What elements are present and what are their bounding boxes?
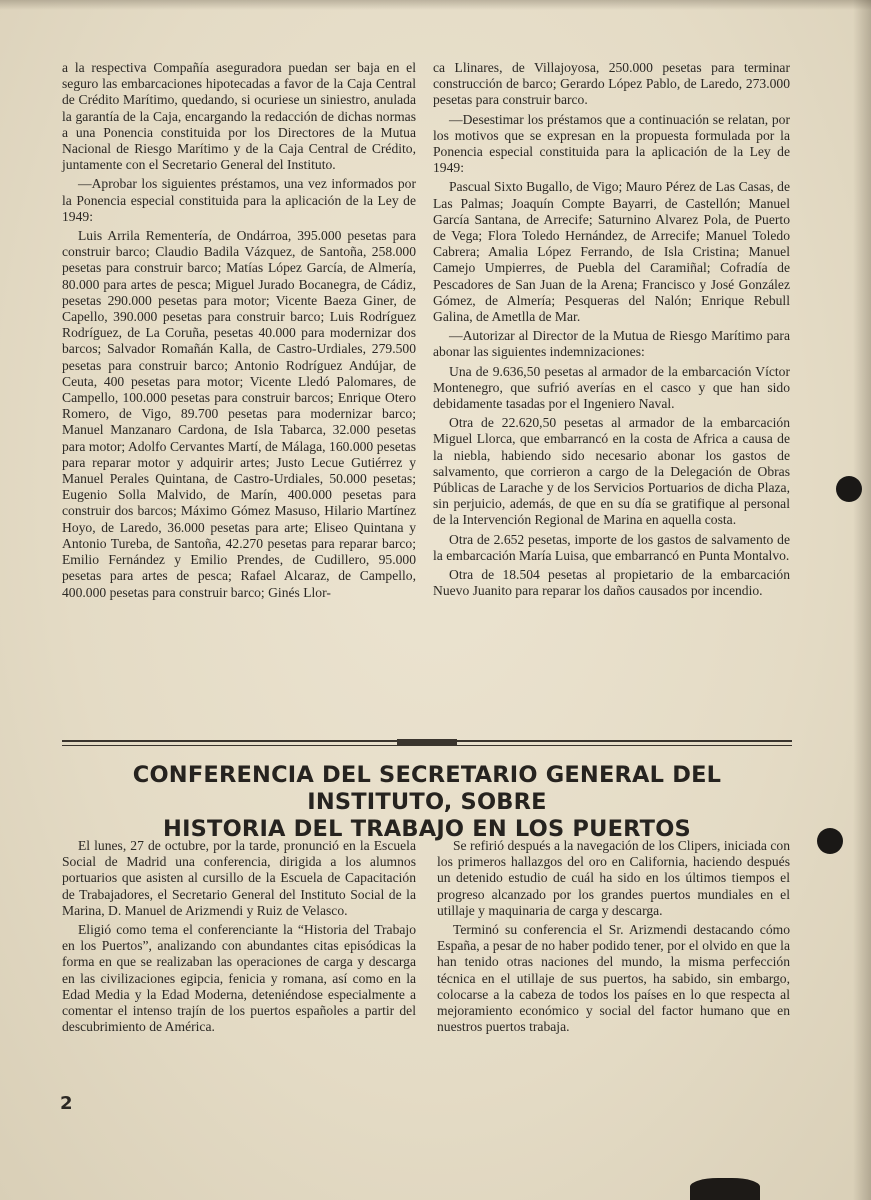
paragraph: El lunes, 27 de octubre, por la tarde, pronunció en la Escuela Social de Madrid una conferencia, dirigida a los alumnos portuarios que asisten al cursillo de la Escuela de Capacitación de Trabajadores, el Secretario General del Instituto Social de la Marina, D. Manuel de Arizmendi y Ruiz de Velasco. bbox=[62, 838, 416, 918]
paragraph: ca Llinares, de Villajoyosa, 250.000 pesetas para terminar construcción de barco; Gerardo López Pablo, de Laredo, 273.000 pesetas para construir barco. bbox=[433, 60, 790, 108]
paragraph: —Aprobar los siguientes préstamos, una vez informados por la Ponencia especial constituida para la aplicación de la Ley de 1949: bbox=[62, 176, 416, 224]
stain-mark bbox=[690, 1178, 760, 1200]
paragraph: —Autorizar al Director de la Mutua de Riesgo Marítimo para abonar las siguientes indemnizaciones: bbox=[433, 328, 790, 360]
paragraph: a la respectiva Compañía aseguradora puedan ser baja en el seguro las embarcaciones hipotecadas a favor de la Caja Central de Crédito Marítimo, quedando, si ocuriese un siniestro, anulada la garantía de la Caja, encargando la redacción de dichas normas a una Ponencia constituida por los Directores de la Mutua Nacional de Riesgo Marítimo y de la Caja Central de Crédito, juntamente con el Secretario General del Instituto. bbox=[62, 60, 416, 173]
paragraph: Se refirió después a la navegación de los Clipers, iniciada con los primeros hallazgos del oro en California, haciendo después un detenido estudio de cuál ha sido en los últimos tiempos el progreso alcanzado por los grandes puertos mundiales en el utillaje y maquinaria de carga y descarga. bbox=[437, 838, 790, 918]
headline-line-2: HISTORIA DEL TRABAJO EN LOS PUERTOS bbox=[163, 816, 691, 842]
bottom-right-column bbox=[437, 838, 790, 1038]
paragraph: Otra de 2.652 pesetas, importe de los gastos de salvamento de la embarcación María Luisa, que embarrancó en Punta Montalvo. bbox=[433, 531, 790, 563]
paragraph: Luis Arrila Rementería, de Ondárroa, 395.000 pesetas para construir barco; Claudio Badila Vázquez, de Santoña, 258.000 pesetas para construir barco; Matías López García, de Almería, 80.000 para artes de pesca; Miguel Jurado Bocanegra, de Cádiz, pesetas 290.000 pesetas para motor; Vicente Baeza Giner, de Capello, 390.000 pesetas para construir barco; Luis Rodríguez Rodríguez, de La Coruña, pesetas 40.000 para modernizar dos barcos; Salvador Romañán Kalla, de Castro-Urdiales, 279.500 pesetas para construir barco; Antonio Rodríguez Andújar, de Ceuta, 400 pesetas para motor; Vicente Lledó Palomares, de Campello, 100.000 pesetas para construir barcos; Enrique Otero Romero, de Vigo, 89.700 pesetas para modernizar barco; Manuel Manzanaro Cardona, de Isla Tabarca, 32.000 pesetas para motor; Adolfo Cervantes Martí, de Málaga, 160.000 pesetas para reparar motor y adquirir artes; Justo Lecue Gutiérrez y Manuel Perales Quintana, de Castro-Urdiales, 50.000 pesetas; Eugenio Solla Malvido, de Marín, 400.000 pesetas para construir dos barcos; Máximo Gómez Masuso, Hilario Martínez Hoyo, de Laredo, 36.000 pesetas para arte; Eliseo Quintana y Antonio Tureba, de Santoña, 42.270 pesetas para reparar barco; Emilio Fernández y Emilio Prendes, de Cudillero, 95.000 pesetas para artes de pesca; Rafael Alcaraz, de Campello, 400.000 pesetas para construir barco; Ginés Llor- bbox=[62, 228, 416, 600]
bottom-left-column bbox=[62, 838, 416, 1038]
paragraph: Otra de 22.620,50 pesetas al armador de la embarcación Miguel Llorca, que embarrancó en la costa de Africa a causa de la niebla, habiendo sido necesario abonar los gastos de salvamento, que corrieron a cargo de la Delegación de Obras Públicas de Larache y de los Servicios Portuarios de dicha Plaza, sin perjuicio, además, de que en su día se gratifique al personal de la Intervención Regional de Marina en aquella costa. bbox=[433, 415, 790, 528]
paragraph: —Desestimar los préstamos que a continuación se relatan, por los motivos que se expresan en la propuesta formulada por la Ponencia especial constituida para la aplicación de la Ley de 1949: bbox=[433, 111, 790, 176]
paragraph: Terminó su conferencia el Sr. Arizmendi destacando cómo España, a pesar de no haber podido tener, por el olvido en que la han tenido otras naciones del mundo, la misma perfección técnica en el utillaje de sus puertos, ha sabido, sin embargo, colocarse a la cabeza de todos los países en lo que respecta al mejoramiento económico y social del factor humano que en nuestros puertos trabaja. bbox=[437, 922, 790, 1035]
top-left-column bbox=[62, 60, 416, 604]
paragraph: Pascual Sixto Bugallo, de Vigo; Mauro Pérez de Las Casas, de Las Palmas; Joaquín Compte Bayarri, de Castellón; Manuel García Santana, de Arrecife; Saturnino Alvarez Pola, de Puerto de Vega; Flora Toledo Hernández, de Arrecife; Manuel Toledo Cabrera; Amalia López Ferrando, de Isla Cristina; Manuel Camejo Umpierres, de Puebla del Caramiñal; Cofradía de Pescadores de San Juan de la Arena; Francisco y José González Gómez, de Almería; Pesqueras del Nalón; Enrique Rebull Galina, de Ametlla de Mar. bbox=[433, 179, 790, 325]
punch-hole-icon bbox=[836, 476, 862, 502]
paragraph: Una de 9.636,50 pesetas al armador de la embarcación Víctor Montenegro, que sufrió averías en el casco y que han sido debidamente tasadas por el Ingeniero Naval. bbox=[433, 363, 790, 412]
section-divider bbox=[62, 740, 792, 748]
paragraph: Eligió como tema el conferenciante la “Historia del Trabajo en los Puertos”, analizando con abundantes citas episódicas la forma en que se realizaban las operaciones de carga y descarga en las civilizaciones egipcia, fenicia y romana, así como en la Edad Media y la Edad Moderna, deteniéndose especialmente a comentar el intenso trajín de los puertos españoles a partir del descubrimiento de América. bbox=[62, 922, 416, 1035]
top-right-column bbox=[433, 60, 790, 603]
right-edge-shadow bbox=[853, 0, 871, 1200]
headline-line-1: CONFERENCIA DEL SECRETARIO GENERAL DEL INSTITUTO, SOBRE bbox=[132, 762, 722, 815]
top-edge-shadow bbox=[0, 0, 871, 10]
article-headline bbox=[62, 762, 792, 843]
page-number: 2 bbox=[60, 1093, 73, 1114]
punch-hole-icon bbox=[817, 828, 843, 854]
paragraph: Otra de 18.504 pesetas al propietario de la embarcación Nuevo Juanito para reparar los daños causados por incendio. bbox=[433, 567, 790, 599]
